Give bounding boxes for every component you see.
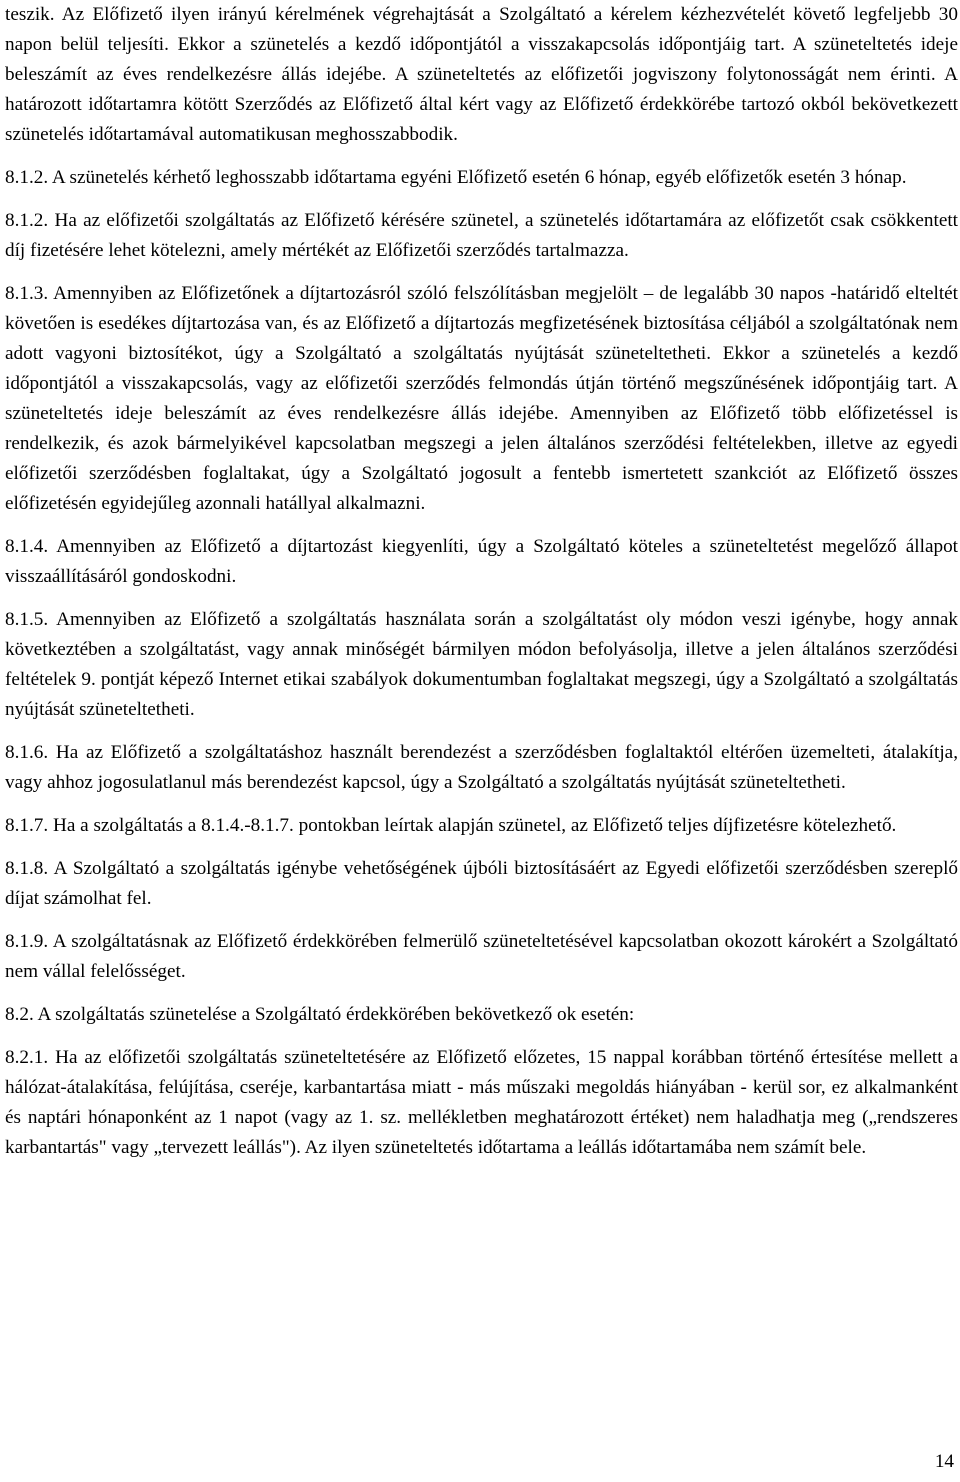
paragraph-8-1-2-reduced-fee: 8.1.2. Ha az előfizetői szolgáltatás az Előfizető kérésére szünetel, a szünetelés időtartamára az előfizetőt csak csökkentett díj fizetésére lehet kötelezni, amely mértékét az Előfizetői szerződés tartalmazza. [5, 210, 958, 261]
document-page [5, 0, 958, 1176]
paragraph-8-1-7: 8.1.7. Ha a szolgáltatás a 8.1.4.-8.1.7. pontokban leírtak alapján szünetel, az Előfizető teljes díjfizetésre kötelezhető. [5, 815, 897, 836]
paragraph-8-1-9: 8.1.9. A szolgáltatásnak az Előfizető érdekkörében felmerülő szüneteltetésével kapcsolatban okozott károkért a Szolgáltató nem vállal felelősséget. [5, 931, 958, 982]
paragraph-8-1-6: 8.1.6. Ha az Előfizető a szolgáltatáshoz használt berendezést a szerződésben foglaltaktól eltérően üzemelteti, átalakítja, vagy ahhoz jogosulatlanul más berendezést kapcsol, úgy a Szolgáltató a szolgáltatás nyújtását szüneteltetheti. [5, 742, 958, 793]
page-number: 14 [934, 1451, 954, 1472]
paragraph-8-1-3: 8.1.3. Amennyiben az Előfizetőnek a díjtartozásról szóló felszólításban megjelölt – de legalább 30 napos -határidő elteltét követően is esedékes díjtartozása van, és az Előfizető a díjtartozás megfizetésének biztosítása céljából a szolgáltatónak nem adott vagyoni biztosítékot, úgy a Szolgáltató a szolgáltatás nyújtását szüneteltetheti. Ekkor a szünetelés a kezdő időpontjától a visszakapcsolás, vagy az előfizetői szerződés felmondás útján történő megszűnésének időpontjáig tart. A szüneteltetés ideje beleszámít az éves rendelkezésre állás idejébe. Amennyiben az Előfizető több előfizetéssel is rendelkezik, és azok bármelyikével kapcsolatban megszegi a jelen általános szerződési feltételekben, illetve az egyedi előfizetői szerződésben foglaltakat, úgy a Szolgáltató jogosult a fentebb ismertetett szankciót az Előfizető összes előfizetésén egyidejűleg azonnali hatállyal alkalmazni. [5, 283, 958, 514]
paragraph-8-1-8: 8.1.8. A Szolgáltató a szolgáltatás igénybe vehetőségének újbóli biztosításáért az Egyedi előfizetői szerződésben szereplő díjat számolhat fel. [5, 858, 958, 909]
paragraph-8-2-1: 8.2.1. Ha az előfizetői szolgáltatás szüneteltetésére az Előfizető előzetes, 15 nappal korábban történő értesítése mellett a hálózat-átalakítása, felújítása, cseréje, karbantartása miatt - más műszaki megoldás hiányában - kerül sor, ez alkalmanként és naptári hónaponként az 1 napot (vagy az 1. sz. mellékletben meghatározott értéket) nem haladhatja meg („rendszeres karbantartás" vagy „tervezett leállás"). Az ilyen szüneteltetés időtartama a leállás időtartamába nem számít bele. [5, 1047, 958, 1158]
paragraph-suspension-continuation: teszik. Az Előfizető ilyen irányú kérelmének végrehajtását a Szolgáltató a kérelem kézhezvételét követő legfeljebb 30 napon belül teljesíti. Ekkor a szünetelés a kezdő időpontjától a visszakapcsolás időpontjáig tart. A szüneteltetés ideje beleszámít az éves rendelkezésre állás idejébe. A szüneteltetés az előfizetői jogviszony folytonosságát nem érinti. A határozott időtartamra kötött Szerződés az Előfizető által kért vagy az Előfizető érdekkörébe tartozó okból bekövetkezett szünetelés időtartamával automatikusan meghosszabbodik. [5, 4, 958, 145]
paragraph-8-1-4: 8.1.4. Amennyiben az Előfizető a díjtartozást kiegyenlíti, úgy a Szolgáltató köteles a szüneteltetést megelőző állapot visszaállításáról gondoskodni. [5, 536, 958, 587]
paragraph-8-1-2-max-duration: 8.1.2. A szünetelés kérhető leghosszabb időtartama egyéni Előfizető esetén 6 hónap, egyéb előfizetők esetén 3 hónap. [5, 167, 907, 188]
paragraph-8-2-heading: 8.2. A szolgáltatás szünetelése a Szolgáltató érdekkörében bekövetkező ok esetén: [5, 1004, 635, 1025]
paragraph-8-1-5: 8.1.5. Amennyiben az Előfizető a szolgáltatás használata során a szolgáltatást oly módon veszi igénybe, hogy annak következtében a szolgáltatást, vagy annak minőségét bármilyen módon befolyásolja, illetve a jelen általános szerződési feltételek 9. pontját képező Internet etikai szabályok dokumentumban foglaltakat megszegi, úgy a Szolgáltató a szolgáltatás nyújtását szüneteltetheti. [5, 609, 958, 720]
